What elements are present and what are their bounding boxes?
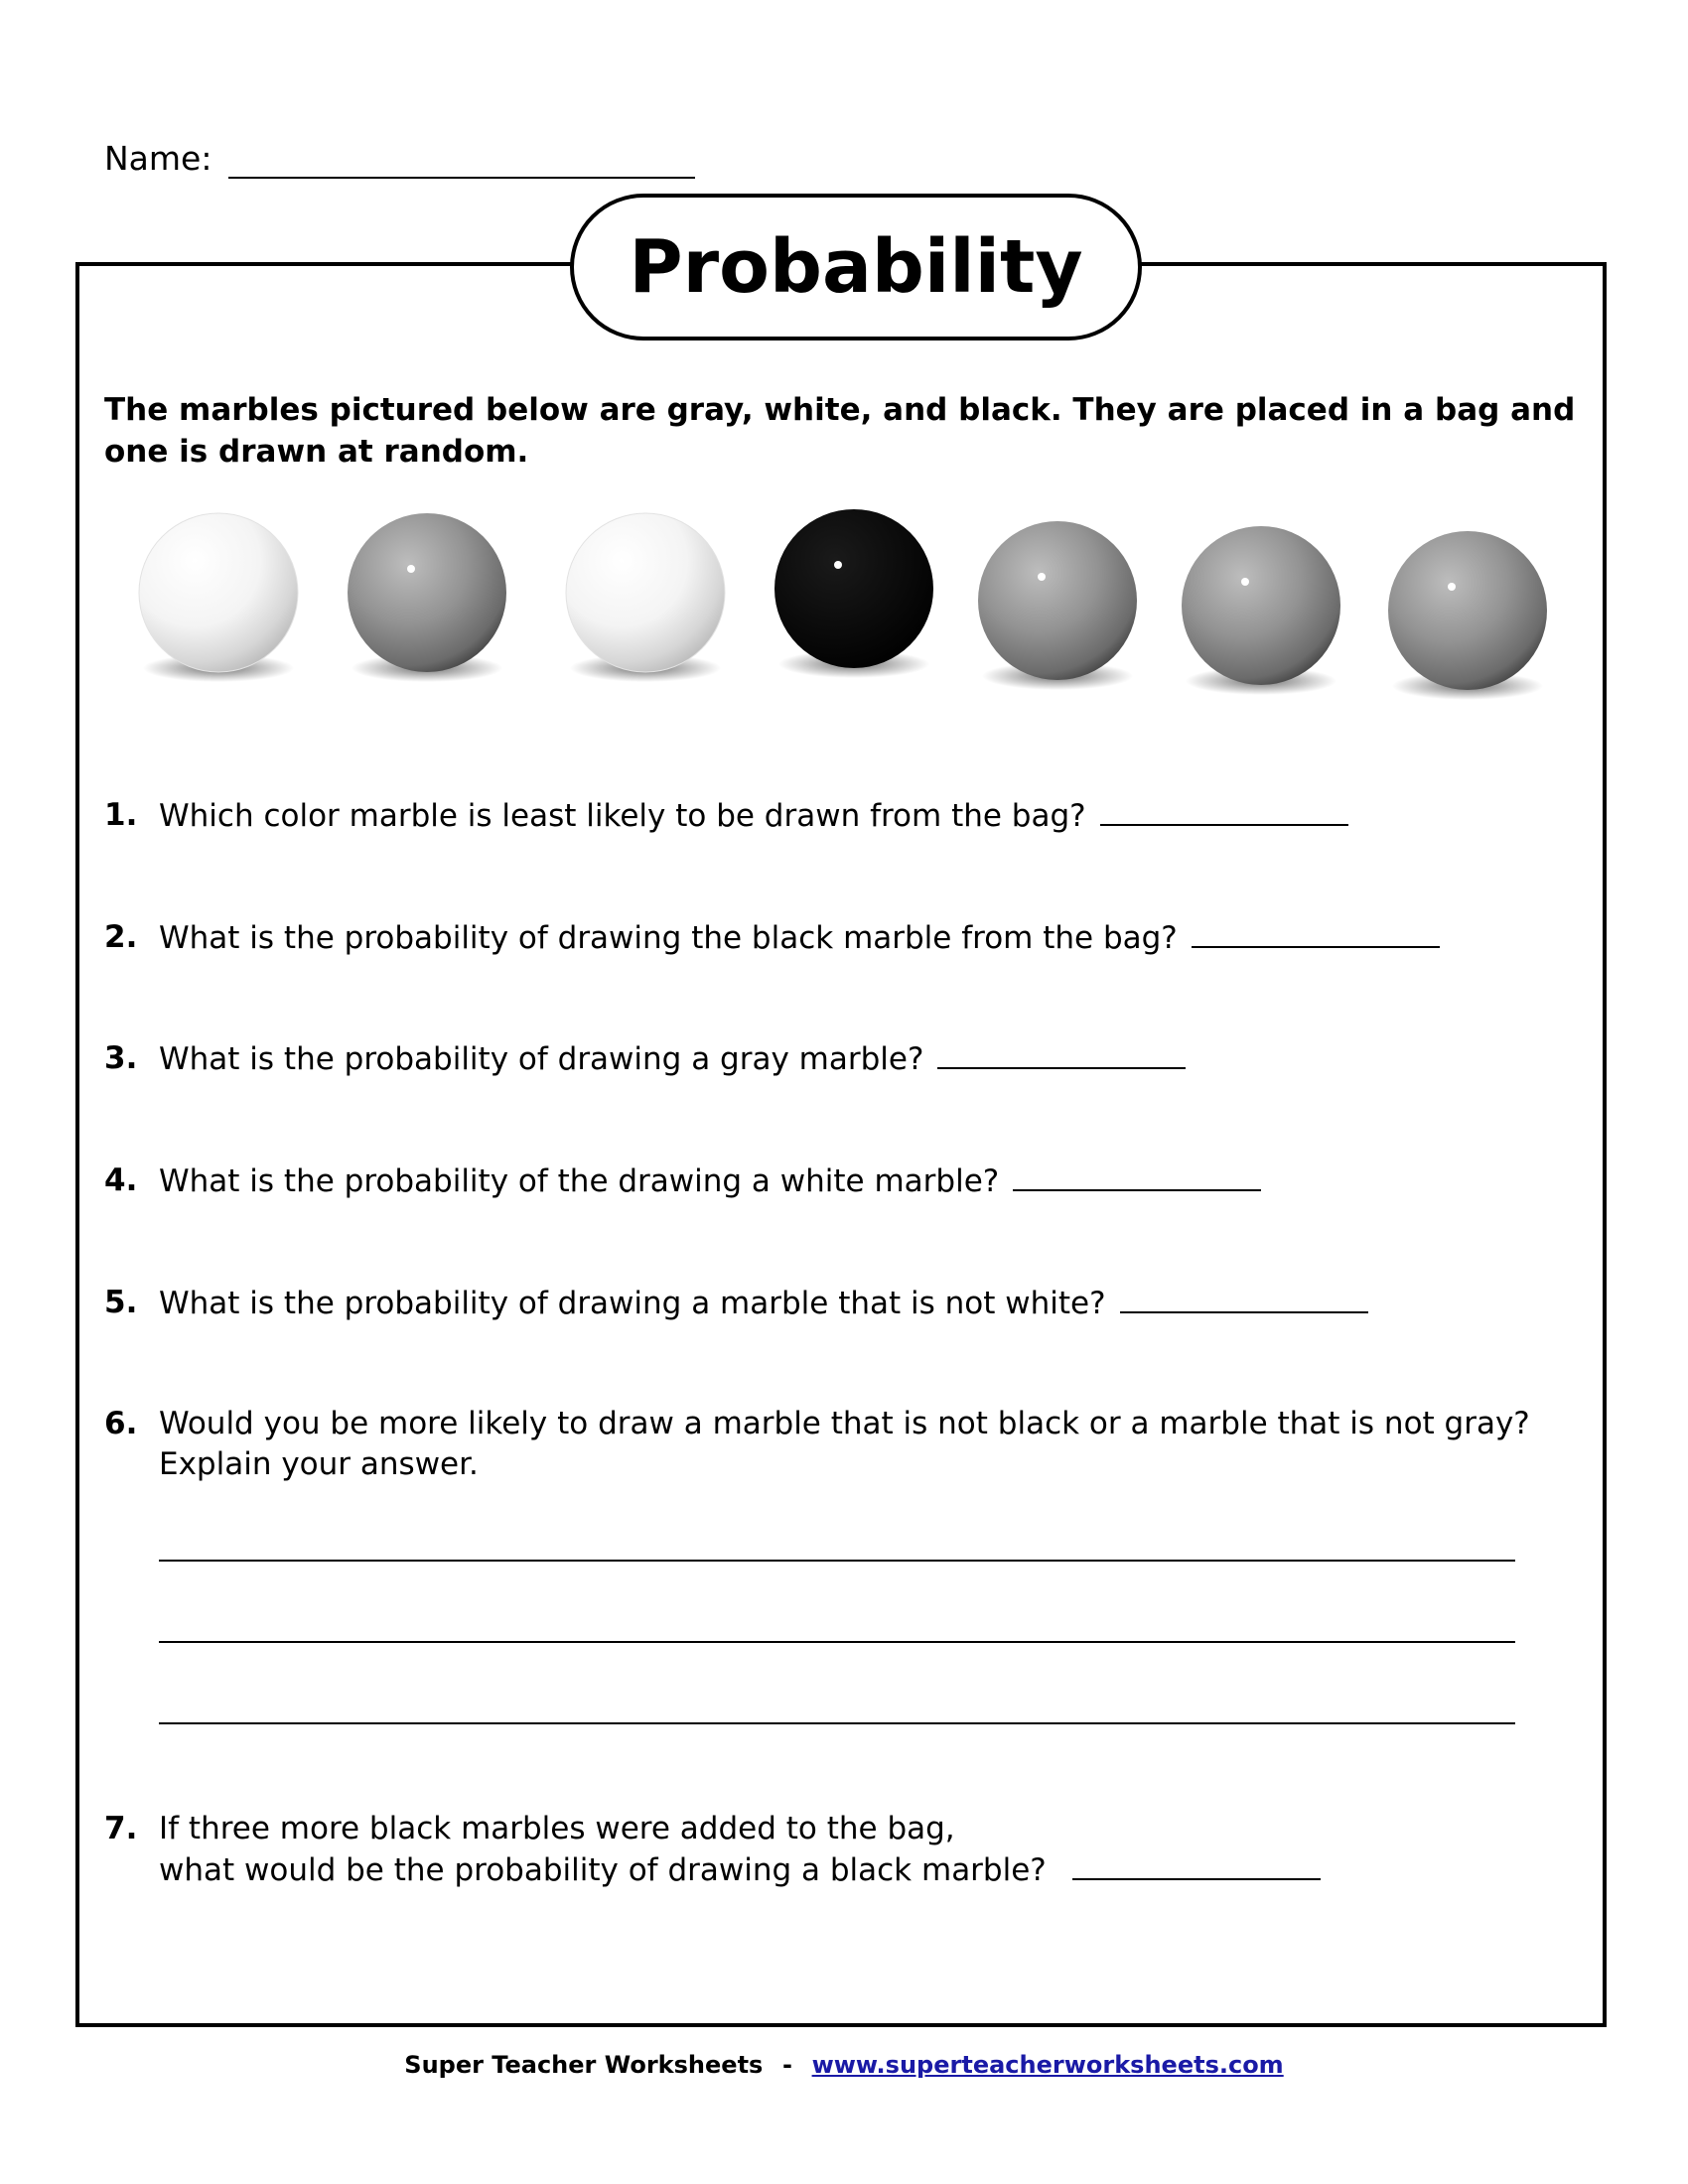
question-text: What is the probability of drawing a marble that is not white?	[159, 1282, 1368, 1324]
intro-text: The marbles pictured below are gray, white, and black. They are placed in a bag and one is drawn at random.	[104, 392, 1576, 470]
name-field-line[interactable]	[228, 177, 695, 179]
answer-blank[interactable]	[1072, 1848, 1321, 1880]
marble-highlight	[1038, 573, 1046, 581]
answer-blank[interactable]	[1192, 916, 1440, 948]
marble-body	[1182, 526, 1340, 685]
question-text: If three more black marbles were added to the bag,	[159, 1811, 955, 1846]
answer-line[interactable]	[159, 1560, 1515, 1562]
gray-marble	[1388, 531, 1547, 700]
question-text: What is the probability of drawing a gray marble?	[159, 1037, 1186, 1080]
marble-body	[978, 521, 1137, 680]
marble-body	[1388, 531, 1547, 690]
answer-blank[interactable]	[1100, 794, 1348, 826]
title-pill	[570, 194, 1142, 341]
gray-marble	[978, 521, 1137, 690]
marbles-row	[129, 501, 1589, 710]
question-number: 7.	[104, 1811, 138, 1846]
question-number: 2.	[104, 919, 138, 955]
footer-brand: Super Teacher Worksheets	[404, 2051, 764, 2079]
answer-blank[interactable]	[1013, 1160, 1261, 1191]
footer	[0, 2051, 1688, 2079]
marble-highlight	[1448, 583, 1456, 591]
footer-link[interactable]: www.superteacherworksheets.com	[811, 2051, 1284, 2079]
footer-separator: -	[781, 2051, 792, 2079]
marble-body	[139, 513, 298, 672]
question-text: what would be the probability of drawing a black marble?	[159, 1848, 1321, 1891]
question-text: What is the probability of the drawing a white marble?	[159, 1160, 1261, 1202]
marble-body	[566, 513, 725, 672]
page-title: Probability	[629, 224, 1083, 310]
marble-highlight	[834, 561, 842, 569]
gray-marble	[1182, 526, 1340, 695]
answer-blank[interactable]	[937, 1037, 1186, 1069]
question-number: 4.	[104, 1162, 138, 1198]
question-number: 1.	[104, 797, 138, 833]
marble-body	[774, 509, 933, 668]
marble-body	[348, 513, 506, 672]
answer-line[interactable]	[159, 1641, 1515, 1643]
question-text: Which color marble is least likely to be drawn from the bag?	[159, 794, 1348, 837]
answer-line[interactable]	[159, 1722, 1515, 1724]
marble-highlight	[407, 565, 415, 573]
answer-blank[interactable]	[1120, 1282, 1368, 1313]
question-text: What is the probability of drawing the black marble from the bag?	[159, 916, 1440, 959]
question-number: 6.	[104, 1406, 138, 1441]
question-text: Would you be more likely to draw a marble that is not black or a marble that is not gray?	[159, 1406, 1530, 1441]
question-text: Explain your answer.	[159, 1446, 479, 1482]
name-label: Name:	[104, 139, 212, 178]
white-marble	[566, 513, 725, 682]
question-number: 3.	[104, 1040, 138, 1076]
question-number: 5.	[104, 1285, 138, 1320]
marble-highlight	[1241, 578, 1249, 586]
black-marble	[774, 509, 933, 678]
white-marble	[139, 513, 298, 682]
gray-marble	[348, 513, 506, 682]
